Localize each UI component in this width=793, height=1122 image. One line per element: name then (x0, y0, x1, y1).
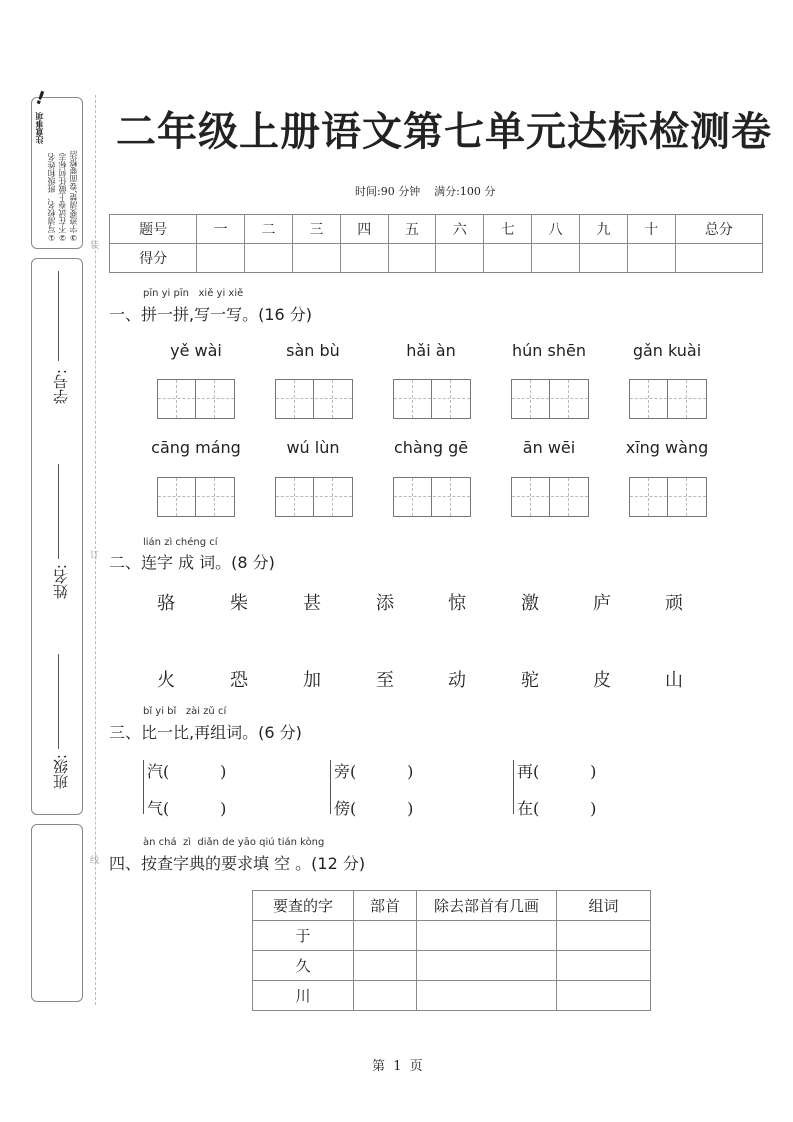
sec1-pinyin: hǎi àn (406, 341, 456, 360)
sec1-pinyin: cāng máng (151, 438, 241, 457)
notice-3: ③字迹要清楚,卷面要整洁 (69, 150, 78, 242)
score-header-1: 一 (197, 215, 245, 244)
score-cell[interactable] (627, 244, 675, 273)
score-header-11: 总分 (675, 215, 762, 244)
score-cell[interactable] (532, 244, 580, 273)
word-char[interactable]: 激 (521, 593, 539, 614)
page-number: 第 1 页 (372, 1059, 423, 1074)
score-header-10: 十 (627, 215, 675, 244)
score-header-6: 六 (436, 215, 484, 244)
word-char[interactable]: 甚 (303, 593, 321, 614)
dict-header: 要查的字 (253, 891, 354, 921)
dict-char: 川 (253, 981, 354, 1011)
word-char[interactable]: 至 (376, 670, 394, 691)
sec3-heading: 三、比一比,再组词。(6 分) (109, 723, 302, 742)
dict-header: 部首 (354, 891, 417, 921)
compare-item[interactable]: 汽( ) (147, 762, 227, 781)
score-cell[interactable] (388, 244, 436, 273)
notice-box (31, 97, 83, 249)
sec3-pinyin-hint: bǐ yi bǐ zài zǔ cí (143, 706, 227, 717)
name-label: 姓名: (52, 564, 70, 600)
tianzige-box[interactable] (157, 379, 235, 419)
word-char[interactable]: 动 (448, 670, 466, 691)
tianzige-box[interactable] (629, 379, 707, 419)
score-table (109, 214, 763, 273)
sec2-pinyin-hint: lián zì chéng cí (143, 537, 218, 548)
tianzige-box[interactable] (629, 477, 707, 517)
sec4-pinyin-hint: àn chá zì diǎn de yāo qiú tián kòng (143, 837, 325, 848)
word-char[interactable]: 柴 (230, 593, 248, 614)
dict-header: 组词 (557, 891, 651, 921)
compare-item[interactable]: 傍( ) (334, 799, 414, 818)
class-line (58, 654, 59, 749)
notice-1: ①写清校名、班级和姓名 (47, 153, 56, 242)
score-cell[interactable] (245, 244, 293, 273)
compare-item[interactable]: 再( ) (517, 762, 597, 781)
compare-item[interactable]: 在( ) (517, 799, 597, 818)
score-header-4: 四 (340, 215, 388, 244)
dictionary-table (252, 890, 651, 1011)
score-cell[interactable] (436, 244, 484, 273)
score-header-8: 八 (532, 215, 580, 244)
word-char[interactable]: 添 (376, 593, 394, 614)
dict-cell[interactable] (354, 981, 417, 1011)
word-char[interactable]: 山 (665, 670, 683, 691)
tianzige-box[interactable] (275, 379, 353, 419)
tianzige-box[interactable] (393, 379, 471, 419)
score-row-label: 得分 (110, 244, 197, 273)
score-cell[interactable] (484, 244, 532, 273)
name-line (58, 464, 59, 559)
cut-mark-3: 线 (90, 856, 100, 866)
score-cell[interactable] (340, 244, 388, 273)
dict-char: 久 (253, 951, 354, 981)
notice-2: ②不在试卷上做任何标志 (58, 153, 67, 242)
sec2-heading: 二、连字 成 词。(8 分) (109, 553, 275, 572)
score-cell[interactable] (197, 244, 245, 273)
dict-cell[interactable] (417, 921, 557, 951)
student-id-line (58, 271, 59, 361)
sec1-pinyin: chàng gē (393, 438, 469, 457)
score-header-0: 题号 (110, 215, 197, 244)
score-cell[interactable] (675, 244, 762, 273)
blank-side-box (31, 824, 83, 1002)
compare-brace (513, 760, 514, 814)
word-char[interactable]: 皮 (593, 670, 611, 691)
sec1-heading: 一、拼一拼,写一写。(16 分) (109, 305, 313, 324)
exclamation-icon: ! (32, 87, 48, 110)
compare-item[interactable]: 气( ) (147, 799, 227, 818)
score-header-7: 七 (484, 215, 532, 244)
sec1-pinyin: hún shēn (512, 341, 586, 360)
tianzige-box[interactable] (275, 477, 353, 517)
class-label: 班级: (52, 754, 70, 790)
page-title: 二年级上册语文第七单元达标检测卷 (116, 109, 772, 155)
sec1-pinyin: yě wài (170, 341, 222, 360)
student-info-box (31, 258, 83, 815)
sec1-pinyin: sàn bù (286, 341, 340, 360)
word-char[interactable]: 顽 (665, 593, 683, 614)
score-header-9: 九 (580, 215, 628, 244)
dict-cell[interactable] (557, 981, 651, 1011)
cut-mark-1: 装 (90, 241, 100, 251)
score-cell[interactable] (292, 244, 340, 273)
tianzige-box[interactable] (393, 477, 471, 517)
sec1-pinyin: xīng wàng (625, 438, 709, 457)
sec1-pinyin: ān wēi (522, 438, 576, 457)
dict-cell[interactable] (417, 951, 557, 981)
word-char[interactable]: 火 (157, 670, 175, 691)
cut-mark-2: 订 (90, 551, 100, 561)
compare-brace (330, 760, 331, 814)
notice-label: 注意事项 (35, 112, 44, 144)
score-header-5: 五 (388, 215, 436, 244)
dict-cell[interactable] (557, 921, 651, 951)
word-char[interactable]: 恐 (230, 670, 248, 691)
dict-header: 除去部首有几画 (417, 891, 557, 921)
dict-cell[interactable] (417, 981, 557, 1011)
sec1-pinyin: gǎn kuài (632, 341, 702, 360)
tianzige-box[interactable] (511, 477, 589, 517)
tianzige-box[interactable] (511, 379, 589, 419)
word-char[interactable]: 驼 (521, 670, 539, 691)
score-header-3: 三 (292, 215, 340, 244)
student-id-label: 学号: (52, 369, 70, 405)
word-char[interactable]: 惊 (448, 593, 466, 614)
dict-char: 于 (253, 921, 354, 951)
dict-cell[interactable] (354, 921, 417, 951)
sec1-pinyin: wú lùn (286, 438, 340, 457)
word-char[interactable]: 庐 (593, 593, 611, 614)
score-cell[interactable] (580, 244, 628, 273)
dict-cell[interactable] (354, 951, 417, 981)
word-char[interactable]: 骆 (157, 593, 175, 614)
tianzige-box[interactable] (157, 477, 235, 517)
time-score-info: 时间:90 分钟 满分:100 分 (355, 185, 496, 198)
score-header-2: 二 (245, 215, 293, 244)
sec1-pinyin-hint: pīn yi pīn xiě yi xiě (143, 288, 244, 299)
compare-item[interactable]: 旁( ) (334, 762, 414, 781)
dict-cell[interactable] (557, 951, 651, 981)
sec4-heading: 四、按查字典的要求填 空 。(12 分) (109, 854, 366, 873)
compare-brace (143, 760, 144, 814)
word-char[interactable]: 加 (303, 670, 321, 691)
